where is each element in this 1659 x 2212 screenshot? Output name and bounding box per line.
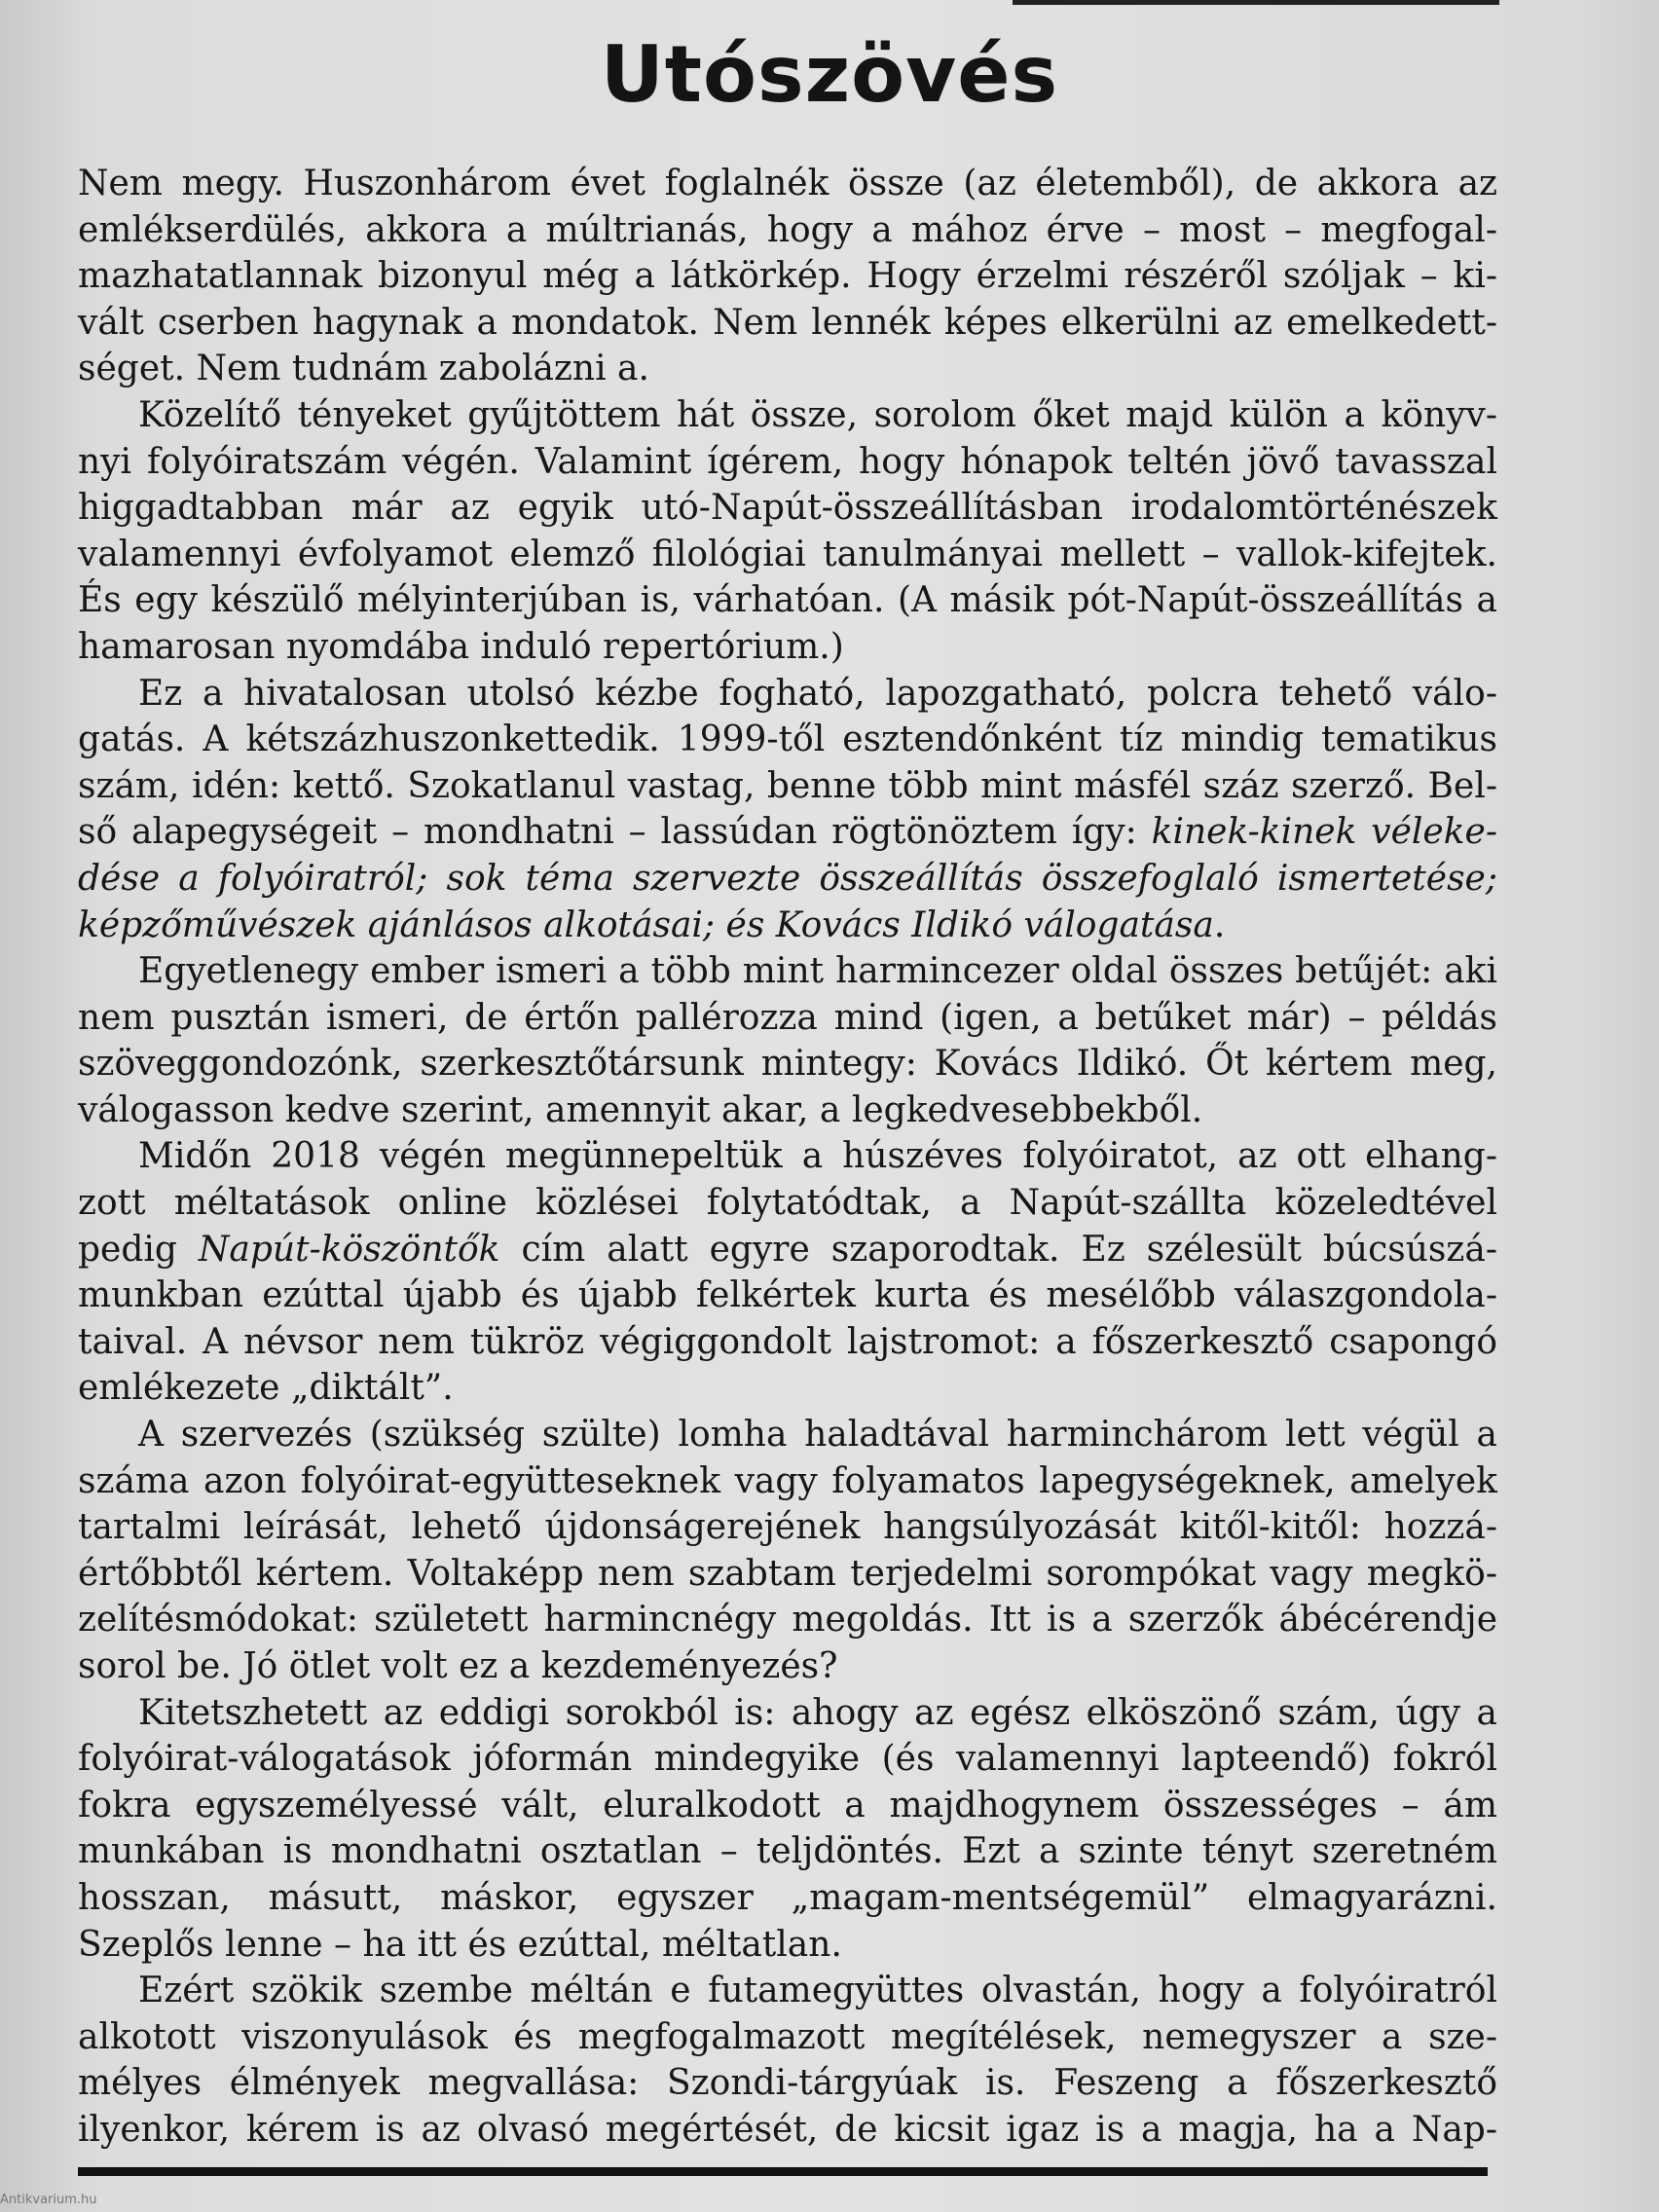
text-segment: A szervezés (szükség szülte) lomha haladtával harminchárom lett végül a <box>138 1415 1497 1456</box>
text-line <box>78 532 1497 578</box>
text-line <box>78 624 1497 671</box>
text-line <box>78 2107 1497 2154</box>
text-line <box>78 1458 1497 1505</box>
text-line <box>78 671 1497 718</box>
text-segment: alkotott viszonyulások és megfogalmazott megítélések, nemegyszer a sze- <box>78 2016 1497 2057</box>
italic-text-segment: képzőművészek ajánlásos alkotásai; és Kovács Ildikó válogatása <box>78 904 1214 945</box>
text-segment: taival. A névsor nem tükröz végiggondolt lajstromot: a főszerkesztő csapongó <box>78 1321 1497 1362</box>
text-line <box>78 1828 1497 1875</box>
text-line <box>78 717 1497 763</box>
text-segment: értőbbtől kértem. Voltaképp nem szabtam terjedelmi sorompókat vagy megkö- <box>78 1553 1497 1594</box>
text-segment: ső alapegységeit – mondhatni – lassúdan rögtönöztem így: <box>78 812 1152 853</box>
text-segment: nem pusztán ismeri, de értőn pallérozza mind (igen, a betűket már) – példás <box>78 997 1497 1038</box>
text-segment: válogasson kedve szerint, amennyit akar, a legkedvesebbekből. <box>78 1089 1203 1130</box>
text-line <box>78 392 1497 439</box>
text-line <box>78 300 1497 347</box>
text-segment: mélyes élmények megvallása: Szondi-tárgyúak is. Feszeng a főszerkesztő <box>78 2063 1497 2104</box>
text-line <box>78 439 1497 486</box>
text-segment: emlékezete „diktált”. <box>78 1368 454 1409</box>
text-line <box>78 2060 1497 2107</box>
text-line <box>78 1133 1497 1180</box>
text-line <box>78 1968 1497 2014</box>
text-segment: . <box>1213 904 1226 945</box>
text-line <box>78 1643 1497 1690</box>
text-segment: hosszan, másutt, máskor, egyszer „magam-mentségemül” elmagyarázni. <box>78 1877 1497 1918</box>
text-line <box>78 1922 1497 1969</box>
text-line <box>78 253 1497 300</box>
text-line <box>78 1875 1497 1922</box>
text-segment: Kitetszhetett az eddigi sorokból is: ahogy az egész elköszönő szám, úgy a <box>138 1692 1497 1733</box>
text-line <box>78 948 1497 995</box>
text-segment: séget. Nem tudnám zabolázni a. <box>78 349 649 389</box>
text-line <box>78 763 1497 810</box>
text-segment: És egy készülő mélyinterjúban is, várhatóan. (A másik pót-Napút-összeállítás a <box>78 580 1497 621</box>
text-segment: cím alatt egyre szaporodtak. Ez szélesült búcsúszá- <box>499 1229 1497 1270</box>
text-line <box>78 1783 1497 1829</box>
text-segment: Ezért szökik szembe méltán e futamegyüttes olvastán, hogy a folyóiratról <box>138 1971 1497 2011</box>
text-line <box>78 1736 1497 1783</box>
text-segment: Midőn 2018 végén megünnepeltük a húszéves folyóiratot, az ott elhang- <box>138 1136 1497 1177</box>
text-segment: nyi folyóiratszám végén. Valamint ígérem, hogy hónapok teltén jövő tavasszal <box>78 441 1497 482</box>
text-line <box>78 346 1497 392</box>
text-line <box>78 1319 1497 1366</box>
text-line <box>78 1504 1497 1551</box>
text-segment: pedig <box>78 1229 199 1270</box>
text-segment: gatás. A kétszázhuszonkettedik. 1999-től esztendőnként tíz mindig tematikus <box>78 719 1497 760</box>
text-line <box>78 1227 1497 1273</box>
text-line <box>78 1551 1497 1598</box>
text-segment: mazhatatlannak bizonyul még a látkörkép. Hogy érzelmi részéről szóljak – ki- <box>78 256 1497 297</box>
text-line <box>78 485 1497 532</box>
text-line <box>78 995 1497 1042</box>
top-rule <box>1013 0 1499 5</box>
text-segment: száma azon folyóirat-együtteseknek vagy folyamatos lapegységeknek, amelyek <box>78 1460 1497 1501</box>
watermark: Antikvarium.hu <box>0 2193 97 2207</box>
text-segment: Nem megy. Huszonhárom évet foglalnék össze (az életemből), de akkora az <box>78 164 1497 203</box>
text-line <box>78 577 1497 624</box>
text-line <box>78 1088 1497 1134</box>
text-segment: tartalmi leírását, lehető újdonságerejének hangsúlyozását kitől-kitől: hozzá- <box>78 1507 1497 1548</box>
text-segment: folyóirat-válogatások jóformán mindegyike (és valamennyi lapteendő) fokról <box>78 1739 1497 1780</box>
page-title: Utószövés <box>600 29 1059 120</box>
body-text <box>78 161 1497 2154</box>
text-segment: valamennyi évfolyamot elemző filológiai tanulmányai mellett – vallok-kifejtek. <box>78 534 1497 574</box>
text-segment: fokra egyszemélyessé vált, eluralkodott a majdhogynem összességes – ám <box>78 1785 1497 1825</box>
text-segment: munkában is mondhatni osztatlan – teljdöntés. Ezt a szinte tényt szeretném <box>78 1831 1497 1872</box>
text-segment: emlékserdülés, akkora a múltrianás, hogy a mához érve – most – megfogal- <box>78 209 1497 250</box>
italic-text-segment: Napút-köszöntők <box>198 1229 500 1270</box>
text-line <box>78 1412 1497 1458</box>
text-line <box>78 2014 1497 2061</box>
text-segment: Ez a hivatalosan utolsó kézbe fogható, lapozgatható, polcra tehető válo- <box>138 673 1497 714</box>
text-segment: Szeplős lenne – ha itt és ezúttal, méltatlan. <box>78 1924 842 1965</box>
text-line <box>78 161 1497 207</box>
text-segment: szöveggondozónk, szerkesztőtársunk mintegy: Kovács Ildikó. Őt kértem meg, <box>78 1044 1497 1085</box>
text-line <box>78 1597 1497 1643</box>
text-line <box>78 856 1497 903</box>
bottom-rule <box>78 2167 1488 2176</box>
text-segment: Egyetlenegy ember ismeri a több mint harmincezer oldal összes betűjét: aki <box>138 951 1497 992</box>
text-segment: sorol be. Jó ötlet volt ez a kezdeményezés? <box>78 1646 838 1686</box>
text-segment: szám, idén: kettő. Szokatlanul vastag, benne több mint másfél száz szerző. Bel- <box>78 765 1497 806</box>
text-segment: zott méltatások online közlései folytatódtak, a Napút-szállta közeledtével <box>78 1183 1497 1224</box>
text-line <box>78 1365 1497 1412</box>
text-segment: zelítésmódokat: született harmincnégy megoldás. Itt is a szerzők ábécérendje <box>78 1600 1497 1641</box>
text-segment: vált cserben hagynak a mondatok. Nem lennék képes elkerülni az emelkedett- <box>78 302 1497 343</box>
italic-text-segment: dése a folyóiratról; sok téma szervezte összeállítás összefoglaló ismertetése; <box>78 858 1497 899</box>
text-line <box>78 1690 1497 1737</box>
text-line <box>78 809 1497 856</box>
text-line <box>78 1041 1497 1088</box>
text-line <box>78 1180 1497 1227</box>
text-segment: ilyenkor, kérem is az olvasó megértését, de kicsit igaz is a magja, ha a Nap- <box>78 2109 1497 2150</box>
text-segment: hamarosan nyomdába induló repertórium.) <box>78 626 844 667</box>
text-segment: munkban ezúttal újabb és újabb felkértek kurta és mesélőbb válaszgondola- <box>78 1275 1497 1316</box>
text-line <box>78 903 1497 949</box>
text-segment: higgadtabban már az egyik utó-Napút-összeállításban irodalomtörténészek <box>78 488 1497 529</box>
text-line <box>78 1272 1497 1319</box>
text-segment: Közelítő tényeket gyűjtöttem hát össze, sorolom őket majd külön a könyv- <box>138 394 1497 435</box>
text-line <box>78 207 1497 254</box>
italic-text-segment: kinek-kinek véleke- <box>1151 812 1498 853</box>
